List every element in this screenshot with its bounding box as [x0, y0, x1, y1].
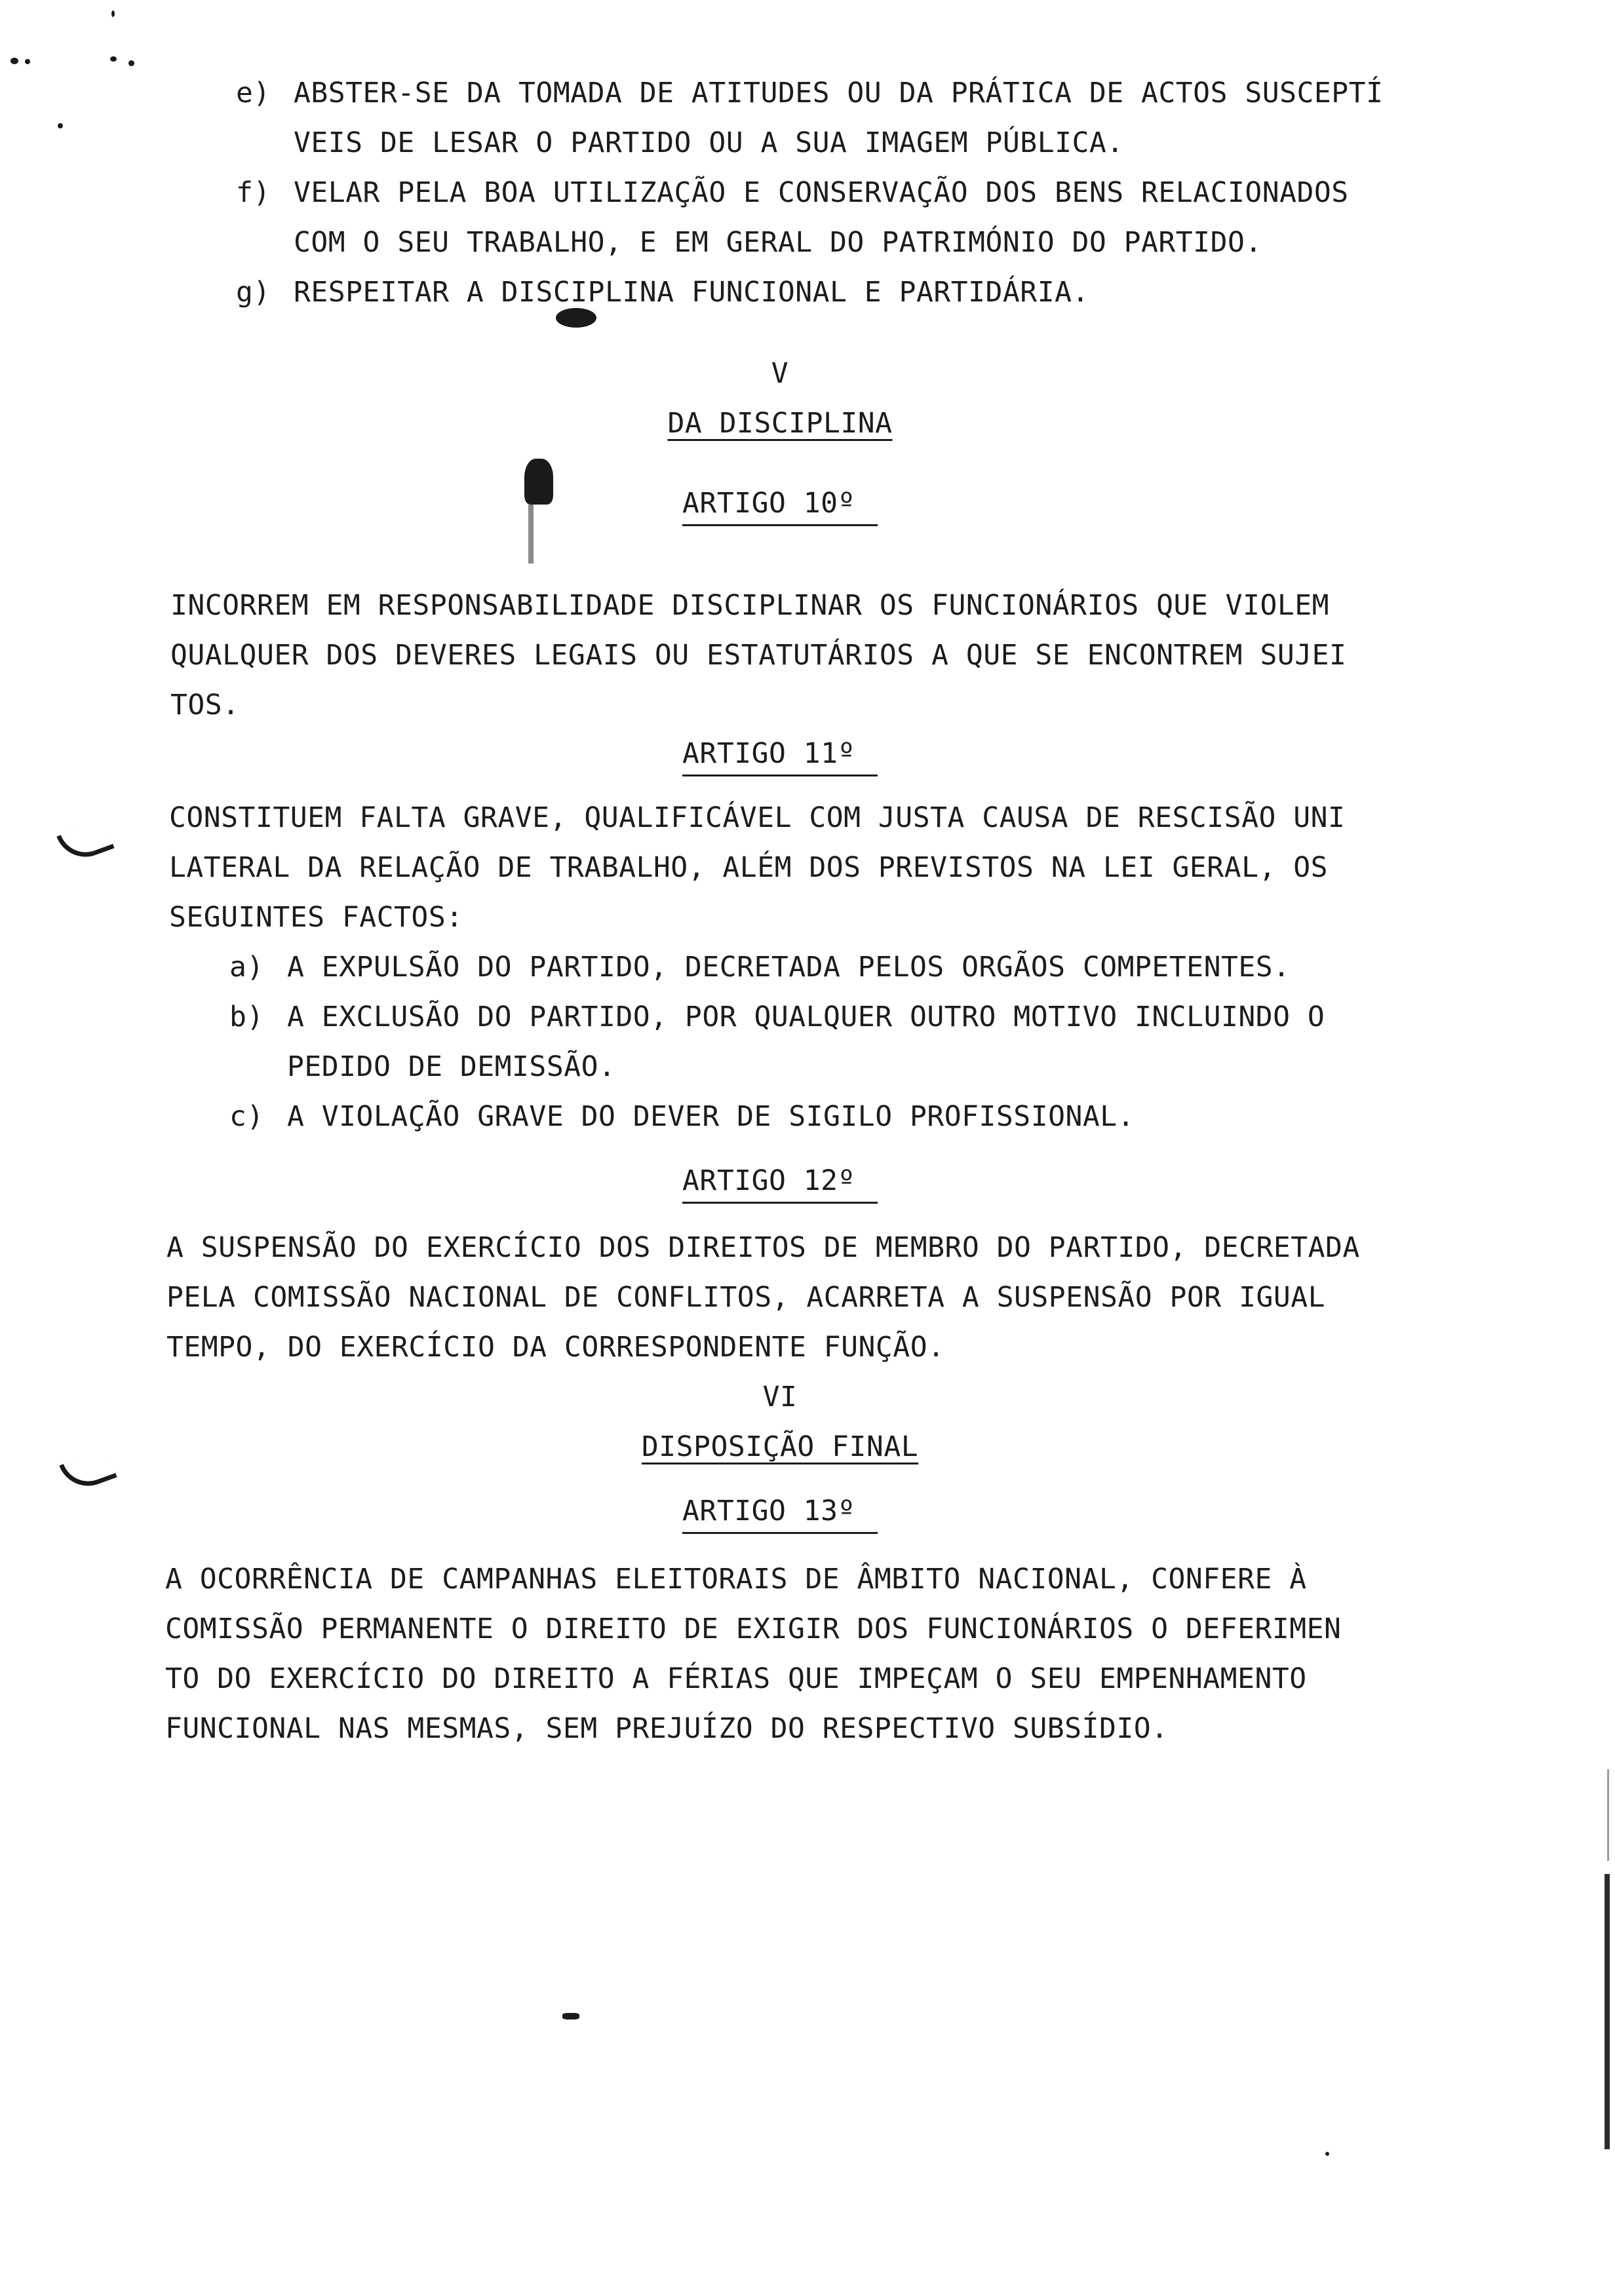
article-11-heading	[0, 737, 1560, 776]
scan-speck	[58, 123, 63, 128]
item-g-marker: g)	[236, 276, 271, 309]
scan-speck	[111, 10, 115, 17]
item-g-line-1: RESPEITAR A DISCIPLINA FUNCIONAL E PARTIDÁRIA.	[294, 276, 1089, 309]
article-12-heading	[0, 1164, 1560, 1204]
scan-speck	[110, 56, 117, 62]
item-a-line-1: A EXPULSÃO DO PARTIDO, DECRETADA PELOS ORGÃOS COMPETENTES.	[287, 951, 1291, 984]
article-13-line-3: TO DO EXERCÍCIO DO DIREITO A FÉRIAS QUE IMPEÇAM O SEU EMPENHAMENTO	[165, 1662, 1307, 1695]
item-c-line-1: A VIOLAÇÃO GRAVE DO DEVER DE SIGILO PROFISSIONAL.	[287, 1100, 1135, 1133]
scan-edge-shadow	[1605, 1874, 1610, 2149]
item-b-line-2: PEDIDO DE DEMISSÃO.	[287, 1050, 616, 1083]
item-b-line-1: A EXCLUSÃO DO PARTIDO, POR QUALQUER OUTRO MOTIVO INCLUINDO O	[287, 1001, 1325, 1033]
section-vi-number: VI	[762, 1381, 798, 1413]
item-f-marker: f)	[236, 176, 271, 209]
scan-speck	[128, 60, 134, 66]
item-a-marker: a)	[229, 951, 264, 984]
article-12-line-2: PELA COMISSÃO NACIONAL DE CONFLITOS, ACARRETA A SUSPENSÃO POR IGUAL	[166, 1281, 1326, 1314]
article-11-line-2: LATERAL DA RELAÇÃO DE TRABALHO, ALÉM DOS PREVISTOS NA LEI GERAL, OS	[169, 851, 1329, 884]
section-v-number: V	[771, 357, 789, 390]
section-v-title	[0, 406, 1560, 440]
section-vi-title	[0, 1430, 1560, 1464]
item-b-marker: b)	[229, 1001, 264, 1033]
item-e-line-1: ABSTER-SE DA TOMADA DE ATITUDES OU DA PRÁTICA DE ACTOS SUSCEPTÍ	[294, 77, 1384, 109]
article-10-heading-text: ARTIGO 10º	[682, 486, 878, 526]
scan-speck	[25, 59, 30, 64]
punch-hole-mark	[56, 819, 114, 866]
article-11-line-3: SEGUINTES FACTOS:	[169, 901, 463, 934]
article-12-line-3: TEMPO, DO EXERCÍCIO DA CORRESPONDENTE FUNÇÃO.	[166, 1331, 945, 1364]
article-10-line-1: INCORREM EM RESPONSABILIDADE DISCIPLINAR OS FUNCIONÁRIOS QUE VIOLEM	[170, 589, 1330, 622]
item-f-line-2: COM O SEU TRABALHO, E EM GERAL DO PATRIMÓNIO DO PARTIDO.	[294, 226, 1262, 259]
article-13-line-2: COMISSÃO PERMANENTE O DIREITO DE EXIGIR DOS FUNCIONÁRIOS O DEFERIMEN	[165, 1613, 1342, 1645]
article-13-line-1: A OCORRÊNCIA DE CAMPANHAS ELEITORAIS DE ÂMBITO NACIONAL, CONFERE À	[165, 1563, 1307, 1596]
article-13-heading-text: ARTIGO 13º	[682, 1494, 878, 1534]
article-12-line-1: A SUSPENSÃO DO EXERCÍCIO DOS DIREITOS DE MEMBRO DO PARTIDO, DECRETADA	[166, 1231, 1360, 1264]
article-10-line-3: TOS.	[170, 689, 240, 721]
scan-edge-shadow	[1607, 1769, 1609, 1861]
article-10-line-2: QUALQUER DOS DEVERES LEGAIS OU ESTATUTÁRIOS A QUE SE ENCONTREM SUJEI	[170, 639, 1347, 672]
section-vi-title-text: DISPOSIÇÃO FINAL	[641, 1430, 919, 1463]
article-11-line-1: CONSTITUEM FALTA GRAVE, QUALIFICÁVEL COM JUSTA CAUSA DE RESCISÃO UNI	[169, 801, 1346, 834]
section-v-title-text: DA DISCIPLINA	[667, 407, 893, 440]
scan-speck	[10, 58, 18, 64]
scan-speck	[562, 2013, 579, 2019]
ink-blot	[556, 308, 596, 328]
scan-speck	[1325, 2152, 1329, 2156]
article-13-line-4: FUNCIONAL NAS MESMAS, SEM PREJUÍZO DO RESPECTIVO SUBSÍDIO.	[165, 1712, 1169, 1745]
item-e-line-2: VEIS DE LESAR O PARTIDO OU A SUA IMAGEM PÚBLICA.	[294, 126, 1124, 159]
item-e-marker: e)	[236, 77, 271, 109]
article-13-heading	[0, 1494, 1560, 1534]
item-f-line-1: VELAR PELA BOA UTILIZAÇÃO E CONSERVAÇÃO DOS BENS RELACIONADOS	[294, 176, 1349, 209]
article-11-heading-text: ARTIGO 11º	[682, 737, 878, 776]
article-10-heading	[0, 486, 1560, 526]
article-12-heading-text: ARTIGO 12º	[682, 1164, 878, 1204]
item-c-marker: c)	[229, 1100, 264, 1133]
